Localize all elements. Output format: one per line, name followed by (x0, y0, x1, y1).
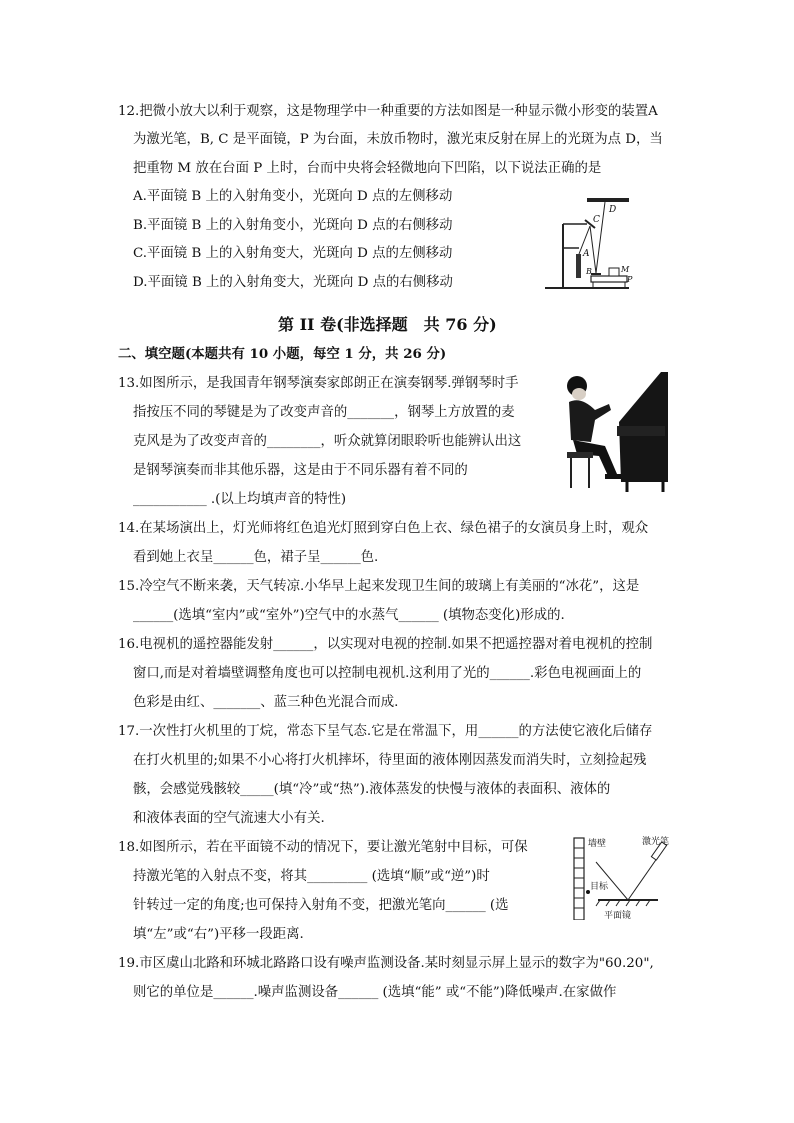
label-c: C (593, 215, 600, 225)
q17-line-1: 17.一次性打火机里的丁烷，常态下呈气态.它是在常温下，用______的方法使它液化后储存 (118, 724, 653, 739)
q16-line-2: 窗口,而是对着墙壁调整角度也可以控制电视机.这利用了光的______.彩色电视画面上的 (133, 666, 642, 681)
pianist-photo (561, 370, 670, 493)
q19-line-1: 19.市区虞山北路和环城北路路口设有噪声监测设备.某时刻显示屏上显示的数字为"60.20", (118, 956, 654, 971)
q18-line-2: 持激光笔的入射点不变，将其_________ (选填“顺”或“逆”)时 (133, 869, 490, 884)
q13-line-3: 克风是为了改变声音的________，听众就算闭眼聆听也能辨认出这 (133, 434, 522, 449)
q12-line-1: 12.把微小放大以利于观察，这是物理学中一种重要的方法如图是一种显示微小形变的装置A (118, 104, 658, 119)
q19-line-2: 则它的单位是______.噪声监测设备______ (选填“能” 或“不能”)降低噪声.在家做作 (133, 985, 617, 1000)
q12-option-c: C.平面镜 B 上的入射角变大，光斑向 D 点的左侧移动 (133, 246, 453, 261)
q13-line-1: 13.如图所示，是我国青年钢琴演奏家郎朗正在演奏钢琴.弹钢琴时手 (118, 376, 519, 391)
q13-line-4: 是钢琴演奏而非其他乐器，这是由于不同乐器有着不同的 (133, 463, 468, 478)
label-target: 目标 (590, 882, 609, 892)
q18-line-4: 填“左”或“右”)平移一段距离. (133, 927, 304, 942)
q12-line-3: 把重物 M 放在台面 P 上时，台而中央将会轻微地向下凹陷，以下说法正确的是 (133, 161, 602, 176)
q12-laser-apparatus-figure (543, 196, 635, 293)
label-laser-pen: 激光笔 (642, 837, 670, 847)
q18-mirror-figure (566, 832, 686, 920)
q17-line-3: 骸，会感觉残骸较_____(填“冷”或“热”).液体蒸发的快慢与液体的表面积、液体的 (133, 782, 611, 797)
q16-line-3: 色彩是由红、_______、蓝三种色光混合而成. (133, 695, 399, 710)
q12-line-2: 为激光笔，B, C 是平面镜，P 为台面，未放币物时，激光束反射在屏上的光斑为点 D，当 (133, 132, 663, 147)
label-p: P (627, 275, 633, 284)
q12-option-d: D.平面镜 B 上的入射角变大，光斑向 D 点的右侧移动 (133, 275, 453, 290)
label-a: A (583, 249, 590, 259)
label-wall: 墙壁 (588, 839, 607, 849)
q14-line-2: 看到她上衣呈______色，裙子呈______色. (133, 550, 379, 565)
q16-line-1: 16.电视机的遥控器能发射______，以实现对电视的控制.如果不把遥控器对着电视机的控制 (118, 637, 653, 652)
q13-line-2: 指按压不同的琴键是为了改变声音的_______，钢琴上方放置的麦 (133, 405, 515, 420)
q15-line-1: 15.冷空气不断来袭，天气转凉.小华早上起来发现卫生间的玻璃上有美丽的“冰花”，这是 (118, 579, 640, 594)
q17-line-2: 在打火机里的;如果不小心将打火机摔坏，待里面的液体刚因蒸发而消失时，立刻捡起残 (133, 753, 647, 768)
q12-option-b: B.平面镜 B 上的入射角变小，光斑向 D 点的右侧移动 (133, 218, 453, 233)
q14-line-1: 14.在某场演出上，灯光师将红色追光灯照到穿白色上衣、绿色裙子的女演员身上时，观众 (118, 521, 649, 536)
q18-line-3: 针转过一定的角度;也可保持入射角不变，把激光笔向______ (选 (133, 898, 509, 913)
q18-line-1: 18.如图所示，若在平面镜不动的情况下，要让激光笔射中目标，可保 (118, 840, 528, 855)
label-d: D (609, 205, 617, 215)
section-title: 第 II 卷(非选择题 共 76 分) (278, 315, 497, 334)
q17-line-4: 和液体表面的空气流速大小有关. (133, 811, 325, 826)
q12-option-a: A.平面镜 B 上的入射角变小，光斑向 D 点的左侧移动 (133, 189, 453, 204)
label-mirror: 平面镜 (604, 911, 632, 920)
label-b: B (586, 267, 592, 276)
label-m: M (621, 265, 630, 274)
q13-line-5: ___________ .(以上均填声音的特性) (133, 492, 347, 507)
part2-heading: 二、填空题(本题共有 10 小题，每空 1 分，共 26 分) (118, 346, 447, 362)
q15-line-2: ______(选填“室内”或“室外”)空气中的水蒸气______ (填物态变化)形成的. (133, 608, 565, 623)
